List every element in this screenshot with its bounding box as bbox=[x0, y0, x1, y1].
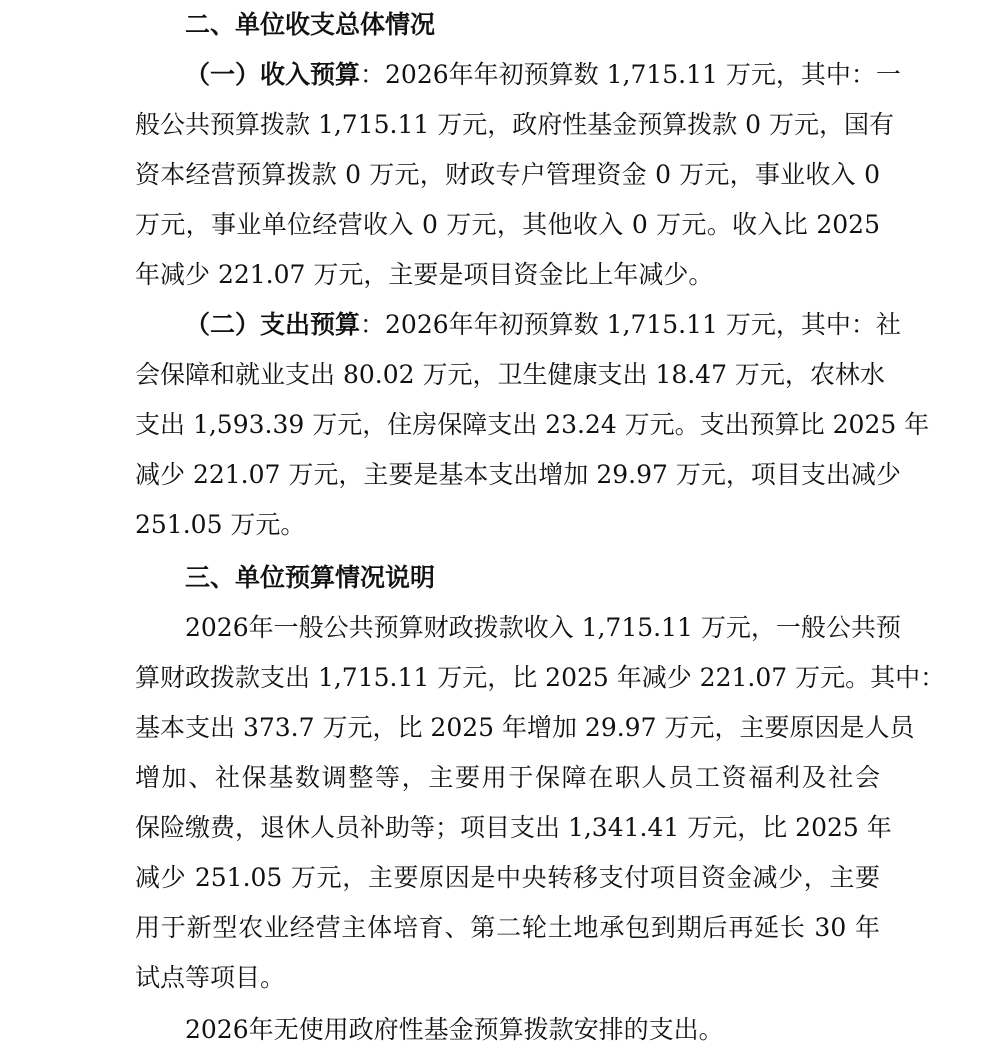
paragraph-line: 增加、社保基数调整等，主要用于保障在职人员工资福利及社会 bbox=[135, 763, 880, 792]
paragraph-line: 基本支出 373.7 万元，比 2025 年增加 29.97 万元，主要原因是人员 bbox=[135, 713, 915, 742]
section-heading: 三、单位预算情况说明 bbox=[185, 563, 436, 592]
paragraph-line: 减少 221.07 万元，主要是基本支出增加 29.97 万元，项目支出减少 bbox=[135, 460, 901, 489]
paragraph-line: 支出 1,593.39 万元，住房保障支出 23.24 万元。支出预算比 2025 年 bbox=[135, 410, 930, 439]
paragraph-line: 251.05 万元。 bbox=[135, 510, 306, 539]
income-lead: （一）收入预算 bbox=[185, 60, 361, 89]
paragraph-line: 般公共预算拨款 1,715.11 万元，政府性基金预算拨款 0 万元，国有 bbox=[135, 110, 895, 139]
income-line1-text: ：2026年年初预算数 1,715.11 万元，其中：一 bbox=[360, 60, 901, 89]
paragraph-line: 用于新型农业经营主体培育、第二轮土地承包到期后再延长 30 年 bbox=[135, 913, 880, 942]
section-heading: 二、单位收支总体情况 bbox=[185, 10, 436, 39]
paragraph-line: 万元，事业单位经营收入 0 万元，其他收入 0 万元。收入比 2025 bbox=[135, 210, 880, 239]
paragraph-line: 减少 251.05 万元，主要原因是中央转移支付项目资金减少，主要 bbox=[135, 863, 880, 892]
paragraph-line bbox=[185, 50, 901, 100]
paragraph-line: 算财政拨款支出 1,715.11 万元，比 2025 年减少 221.07 万元。其中： bbox=[135, 663, 946, 692]
expense-lead: （二）支出预算 bbox=[185, 310, 361, 339]
paragraph-line: 2026年无使用政府性基金预算拨款安排的支出。 bbox=[185, 1015, 724, 1044]
paragraph-line: 资本经营预算拨款 0 万元，财政专户管理资金 0 万元，事业收入 0 bbox=[135, 160, 880, 189]
expense-line1-text: ：2026年年初预算数 1,715.11 万元，其中：社 bbox=[360, 310, 901, 339]
paragraph-line: 2026年一般公共预算财政拨款收入 1,715.11 万元，一般公共预 bbox=[185, 613, 901, 642]
paragraph-line: 保险缴费，退休人员补助等；项目支出 1,341.41 万元，比 2025 年 bbox=[135, 813, 892, 842]
paragraph-line bbox=[185, 300, 901, 350]
paragraph-line: 年减少 221.07 万元，主要是项目资金比上年减少。 bbox=[135, 260, 714, 289]
paragraph-line: 会保障和就业支出 80.02 万元，卫生健康支出 18.47 万元，农林水 bbox=[135, 360, 885, 389]
paragraph-line: 试点等项目。 bbox=[135, 963, 286, 992]
